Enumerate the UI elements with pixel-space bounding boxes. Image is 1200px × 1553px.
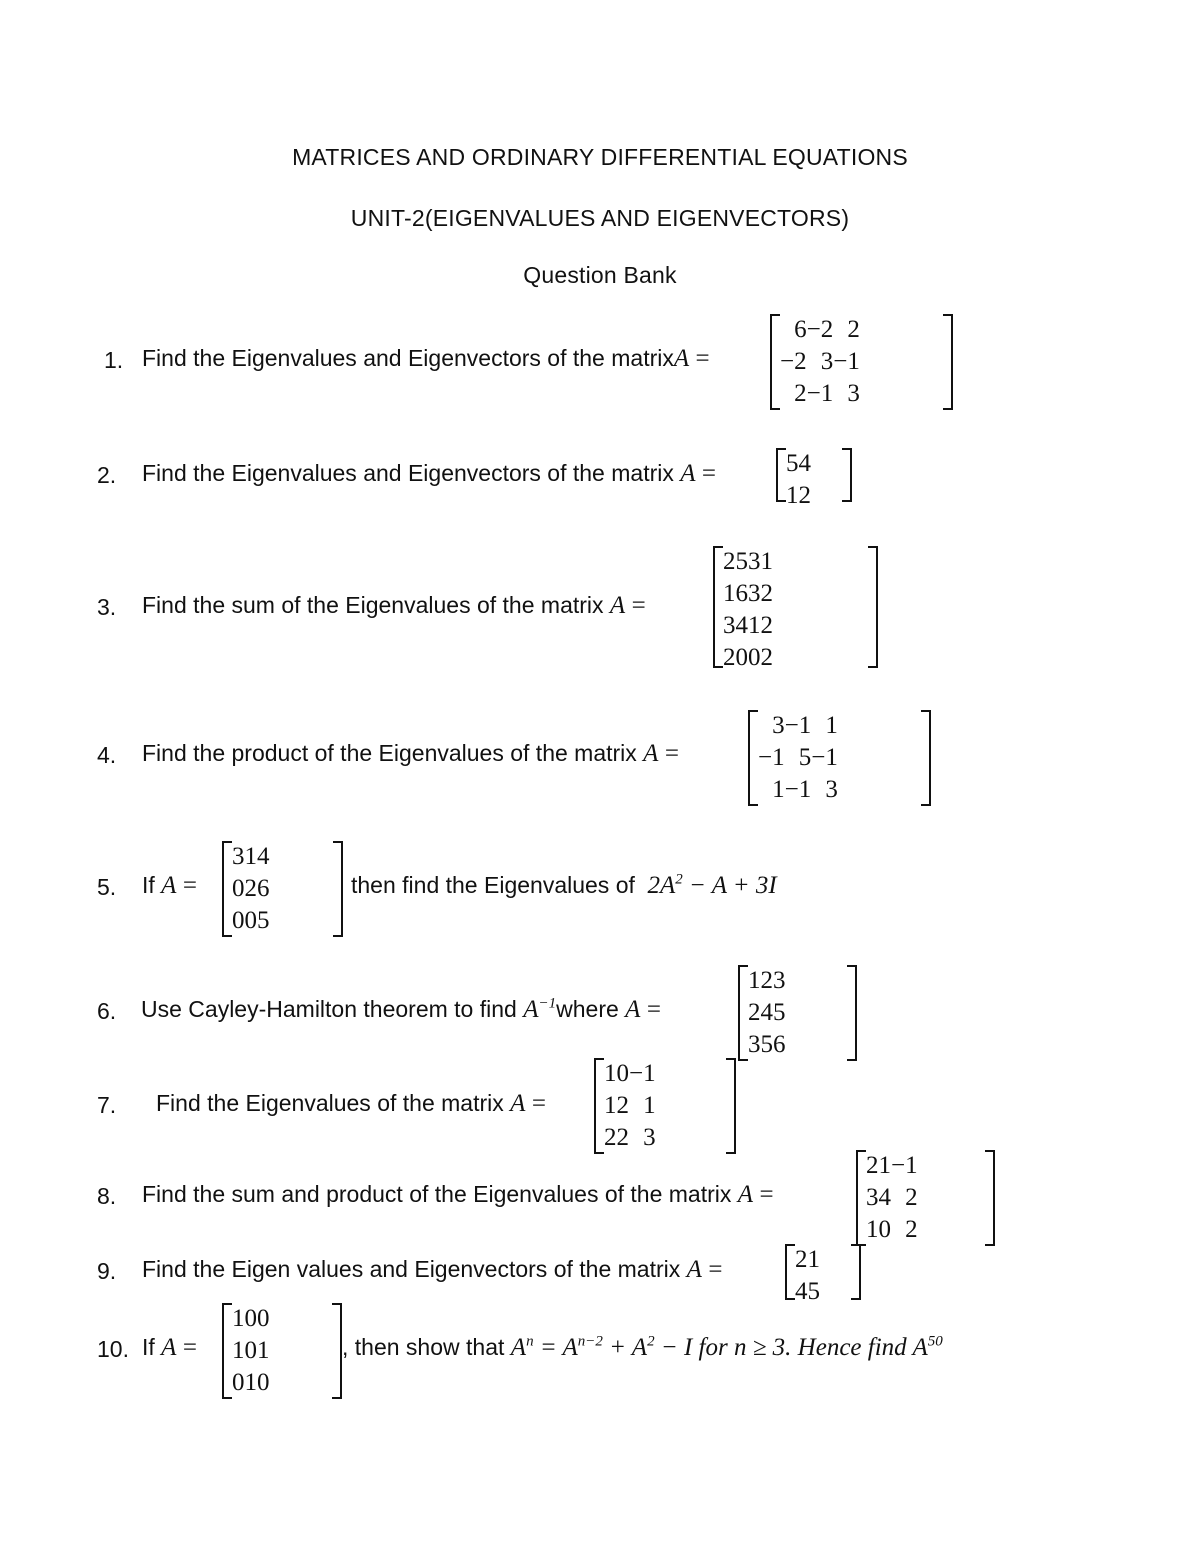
matrix-entry: −1 [629, 1060, 656, 1087]
question-text-after: then find the Eigenvalues of [351, 872, 635, 898]
matrix-entry: 1 [807, 1246, 820, 1273]
matrix-entry: 6 [257, 875, 270, 902]
question-number: 9. [97, 1258, 117, 1284]
matrix-entry: 2 [616, 1124, 629, 1151]
matrix-grid [232, 1303, 270, 1399]
variable-a: A [609, 592, 626, 619]
left-bracket [748, 710, 758, 806]
matrix-entry: 1 [232, 1337, 245, 1364]
matrix-row [795, 1244, 820, 1276]
matrix-entry: 2 [604, 1124, 617, 1151]
equals-sign: = [646, 996, 661, 1023]
equals-sign: = [695, 345, 710, 372]
matrix-entry: 5 [760, 1031, 773, 1058]
matrix-entry: 5 [257, 907, 270, 934]
matrix-q8 [856, 1150, 995, 1246]
matrix-row [232, 1303, 270, 1335]
question-text: Find the product of the Eigenvalues of the matrix [142, 740, 637, 766]
equals-sign: = [531, 1090, 546, 1117]
matrix-row [232, 841, 270, 873]
matrix-entry: 2 [760, 612, 773, 639]
matrix-entry: 0 [616, 1060, 629, 1087]
matrix-entry: 2 [847, 316, 860, 343]
matrix-entry: 2 [760, 644, 773, 671]
document-title: MATRICES AND ORDINARY DIFFERENTIAL EQUATIONS [292, 144, 908, 170]
matrix-entry: 3 [723, 612, 736, 639]
matrix-entry: −2 [806, 316, 834, 343]
unit-title: UNIT-2(EIGENVALUES AND EIGENVECTORS) [350, 205, 850, 231]
right-bracket [851, 1244, 861, 1300]
matrix-entry: 1 [244, 843, 257, 870]
matrix-row [604, 1122, 656, 1154]
matrix-entry: 2 [905, 1216, 918, 1243]
where-text: where [556, 996, 619, 1022]
matrix-row [780, 346, 860, 378]
matrix-entry: −1 [784, 712, 812, 739]
matrix-q2 [776, 448, 852, 509]
matrix-row [795, 1276, 820, 1308]
equals-sign: = [631, 592, 646, 619]
variable-a: A [686, 1256, 702, 1283]
matrix-row [780, 378, 860, 410]
matrix-entry: 3 [748, 1031, 761, 1058]
matrix-q4 [748, 710, 931, 806]
matrix-q3 [713, 546, 878, 671]
question-text: Find the Eigenvalues and Eigenvectors of the matrix [142, 345, 674, 371]
question-number: 2. [97, 462, 117, 488]
matrix-row [748, 965, 786, 997]
matrix-entry: 3 [773, 967, 786, 994]
variable-a: A [643, 740, 659, 767]
matrix-entry: 2 [723, 644, 736, 671]
matrix-row [723, 546, 773, 578]
matrix-entry: 2 [866, 1152, 879, 1179]
variable-a: A [510, 1090, 526, 1117]
question-number: 6. [97, 998, 117, 1024]
question-number: 5. [97, 874, 117, 900]
matrix-entry: 5 [773, 999, 786, 1026]
variable-a: A [680, 460, 696, 487]
matrix-entry: 1 [748, 967, 761, 994]
matrix-entry: 3 [866, 1184, 879, 1211]
question-number: 3. [97, 594, 117, 620]
matrix-entry: 6 [773, 1031, 786, 1058]
matrix-entry: 2 [905, 1184, 918, 1211]
matrix-q1 [770, 314, 953, 410]
matrix-entry: 1 [748, 612, 761, 639]
matrix-entry: 4 [878, 1184, 891, 1211]
equals-sign: = [664, 740, 679, 767]
matrix-grid [780, 314, 860, 410]
matrix-entry: 0 [878, 1216, 891, 1243]
question-number: 4. [97, 742, 117, 768]
matrix-entry: 2 [794, 380, 807, 407]
matrix-entry: 3 [820, 348, 834, 375]
equals-sign: = [182, 872, 197, 899]
matrix-entry: 0 [748, 644, 761, 671]
inverse-expression: $A^{-1}$ [523, 995, 557, 1023]
matrix-entry: 1 [878, 1152, 891, 1179]
matrix-row [758, 710, 838, 742]
left-bracket [713, 546, 723, 668]
matrix-entry: 1 [232, 1305, 245, 1332]
matrix-q10 [222, 1303, 342, 1399]
matrix-row [866, 1150, 918, 1182]
matrix-entry: 3 [825, 776, 838, 803]
matrix-grid [723, 546, 773, 674]
matrix-entry: 0 [257, 1369, 270, 1396]
matrix-entry: 1 [825, 712, 838, 739]
matrix-row [748, 997, 786, 1029]
right-bracket [333, 841, 343, 937]
matrix-entry: 0 [232, 875, 245, 902]
matrix-row [866, 1214, 918, 1246]
matrix-entry: 1 [786, 482, 799, 509]
question-3 [142, 592, 646, 620]
matrix-row [232, 905, 270, 937]
matrix-entry: −1 [891, 1152, 918, 1179]
variable-a: A [625, 996, 641, 1023]
matrix-entry: 2 [616, 1092, 629, 1119]
matrix-entry: 0 [232, 907, 245, 934]
question-9 [142, 1256, 722, 1284]
equals-sign: = [708, 1256, 723, 1283]
question-number: 8. [97, 1183, 117, 1209]
matrix-grid [795, 1244, 820, 1308]
matrix-row [758, 742, 838, 774]
matrix-entry: 4 [795, 1278, 808, 1305]
matrix-row [232, 873, 270, 905]
matrix-row [604, 1090, 656, 1122]
matrix-entry: 0 [244, 907, 257, 934]
matrix-entry: 1 [604, 1092, 617, 1119]
matrix-grid [748, 965, 786, 1061]
matrix-entry: 0 [244, 1305, 257, 1332]
left-bracket [770, 314, 780, 410]
matrix-q7 [594, 1058, 736, 1154]
left-bracket [594, 1058, 604, 1154]
matrix-entry: 1 [772, 776, 785, 803]
matrix-entry: 3 [232, 843, 245, 870]
matrix-entry: 4 [735, 612, 748, 639]
left-bracket [776, 448, 786, 502]
matrix-entry: 1 [723, 580, 736, 607]
variable-a: A [673, 345, 690, 372]
variable-a: A [161, 1334, 177, 1361]
question-2 [142, 460, 716, 488]
equals-sign: = [182, 1334, 197, 1361]
matrix-entry: 2 [760, 967, 773, 994]
equals-sign: = [701, 460, 717, 487]
question-text: Find the Eigen values and Eigenvectors of the matrix [142, 1256, 681, 1282]
question-text: Find the sum and product of the Eigenvalues of the matrix [142, 1181, 732, 1207]
question-10-prefix [142, 1334, 197, 1362]
right-bracket [332, 1303, 342, 1399]
matrix-entry: 2 [244, 875, 257, 902]
matrix-entry: 0 [257, 1305, 270, 1332]
matrix-grid [866, 1150, 918, 1246]
question-text: Use Cayley-Hamilton theorem to find [141, 996, 517, 1022]
question-5-prefix [142, 872, 197, 900]
question-6 [141, 996, 661, 1024]
matrix-entry: 4 [760, 999, 773, 1026]
matrix-row [786, 448, 811, 480]
matrix-entry: −1 [784, 776, 812, 803]
expression: $2A^2 - A + 3I$ [647, 871, 777, 899]
matrix-entry: 1 [760, 548, 773, 575]
matrix-entry: 5 [735, 548, 748, 575]
matrix-entry: 3 [847, 380, 860, 407]
question-text: If [142, 872, 155, 898]
matrix-entry: 5 [807, 1278, 820, 1305]
question-7 [156, 1090, 546, 1118]
right-bracket [943, 314, 953, 410]
matrix-grid [232, 841, 270, 937]
matrix-row [604, 1058, 656, 1090]
right-bracket [985, 1150, 995, 1246]
matrix-entry: 1 [866, 1216, 879, 1243]
matrix-row [748, 1029, 786, 1061]
matrix-entry: 3 [772, 712, 785, 739]
question-text: Find the Eigenvalues of the matrix [156, 1090, 504, 1116]
matrix-grid [786, 448, 811, 512]
question-number: 10. [97, 1336, 129, 1362]
matrix-entry: 3 [748, 548, 761, 575]
matrix-entry: 2 [723, 548, 736, 575]
variable-a: A [737, 1181, 754, 1208]
matrix-entry: −1 [833, 348, 860, 375]
matrix-entry: 2 [760, 580, 773, 607]
matrix-entry: 1 [604, 1060, 617, 1087]
matrix-entry: 3 [748, 580, 761, 607]
matrix-grid [758, 710, 838, 806]
matrix-q5 [222, 841, 343, 937]
left-bracket [856, 1150, 866, 1246]
left-bracket [738, 965, 748, 1061]
matrix-q6 [738, 965, 857, 1061]
question-text: Find the Eigenvalues and Eigenvectors of the matrix [142, 460, 674, 486]
right-bracket [921, 710, 931, 806]
question-text-after: , then show that [342, 1334, 505, 1360]
variable-a: A [161, 872, 177, 899]
matrix-entry: 2 [798, 482, 811, 509]
right-bracket [847, 965, 857, 1061]
question-number: 1. [104, 347, 124, 373]
left-bracket [222, 841, 232, 937]
matrix-entry: 5 [798, 744, 812, 771]
matrix-entry: 4 [257, 843, 270, 870]
question-8 [142, 1181, 774, 1209]
left-bracket [222, 1303, 232, 1399]
matrix-row [866, 1182, 918, 1214]
matrix-entry: 1 [643, 1092, 656, 1119]
matrix-entry: 0 [232, 1369, 245, 1396]
matrix-row [232, 1367, 270, 1399]
question-text: Find the sum of the Eigenvalues of the matrix [142, 592, 604, 618]
matrix-grid [604, 1058, 656, 1154]
matrix-q9 [785, 1244, 861, 1305]
matrix-entry: −2 [780, 348, 807, 375]
question-bank-subtitle: Question Bank [523, 262, 677, 288]
matrix-entry: 5 [786, 450, 799, 477]
matrix-entry: 6 [735, 580, 748, 607]
question-10-suffix [342, 1334, 943, 1362]
matrix-entry: 1 [257, 1337, 270, 1364]
matrix-entry: 0 [244, 1337, 257, 1364]
right-bracket [868, 546, 878, 668]
matrix-entry: 0 [735, 644, 748, 671]
matrix-row [723, 578, 773, 610]
right-bracket [842, 448, 852, 502]
left-bracket [785, 1244, 795, 1300]
matrix-row [758, 774, 838, 806]
matrix-entry: 1 [244, 1369, 257, 1396]
matrix-row [723, 642, 773, 674]
matrix-row [232, 1335, 270, 1367]
question-4 [142, 740, 679, 768]
question-1 [142, 345, 710, 373]
right-bracket [726, 1058, 736, 1154]
equals-sign: = [759, 1181, 774, 1208]
question-number: 7. [97, 1092, 117, 1118]
matrix-entry: 2 [795, 1246, 808, 1273]
question-5-suffix [351, 872, 777, 900]
matrix-entry: 3 [643, 1124, 656, 1151]
recurrence-expression: $A^n = A^{n-2} + A^2 - I$ for n ≥ 3. Hence find $A^{50}$ [510, 1333, 943, 1361]
matrix-entry: −1 [758, 744, 785, 771]
matrix-row [786, 480, 811, 512]
matrix-entry: −1 [806, 380, 834, 407]
question-text: If [142, 1334, 155, 1360]
matrix-entry: 4 [798, 450, 811, 477]
matrix-entry: 2 [748, 999, 761, 1026]
matrix-entry: −1 [811, 744, 838, 771]
matrix-row [723, 610, 773, 642]
matrix-row [780, 314, 860, 346]
matrix-entry: 6 [794, 316, 807, 343]
